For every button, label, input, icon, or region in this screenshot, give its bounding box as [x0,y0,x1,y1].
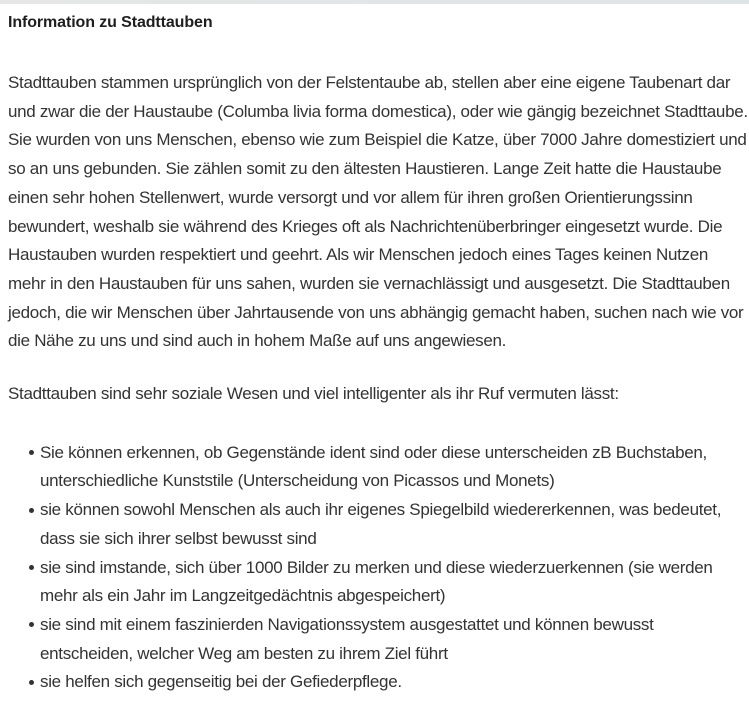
list-item: sie helfen sich gegenseitig bei der Gefiederpflege. [40,668,740,697]
list-item: sie sind imstande, sich über 1000 Bilder zu merken und diese wiederzuerkennen (sie werden mehr als ein Jahr im Langzeitgedächtnis abgespeichert) [40,554,740,611]
article-content [0,13,749,697]
intro-paragraph: Stadttauben stammen ursprünglich von der Felstentaube ab, stellen aber eine eigene Taubenart dar und zwar die der Haustaube (Columba livia forma domestica), oder wie gängig bezeichnet Stadttaube. Sie wurden von uns Menschen, ebenso wie zum Beispiel die Katze, über 7000 Jahre domestiziert und so an uns gebunden. Sie zählen somit zu den ältesten Haustieren. Lange Zeit hatte die Haustaube einen sehr hohen Stellenwert, wurde versorgt und vor allem für ihren großen Orientierungssinn bewundert, weshalb sie während des Krieges oft als Nachrichtenüberbringer eingesetzt wurde. Die Haustauben wurden respektiert und geehrt. Als wir Menschen jedoch eines Tages keinen Nutzen mehr in den Haustauben für uns sahen, wurden sie vernachlässigt und ausgesetzt. Die Stadttauben jedoch, die wir Menschen über Jahrtausende von uns abhängig gemacht haben, suchen nach wie vor die Nähe zu uns und sind auch in hohem Maße auf uns angewiesen. [8,73,748,351]
list-item: Sie können erkennen, ob Gegenstände ident sind oder diese unterscheiden zB Buchstaben, unterschiedliche Kunststile (Unterscheidung von Picassos und Monets) [40,439,740,496]
facts-list [8,439,741,697]
list-intro: Stadttauben sind sehr soziale Wesen und viel intelligenter als ihr Ruf vermuten lässt: [8,384,619,404]
top-divider [0,0,749,4]
list-item: sie sind mit einem faszinierden Navigationssystem ausgestattet und können bewusst entscheiden, welcher Weg am besten zu ihrem Ziel führt [40,611,740,668]
list-item: sie können sowohl Menschen als auch ihr eigenes Spiegelbild wiedererkennen, was bedeutet, dass sie sich ihrer selbst bewusst sind [40,496,740,553]
page-title: Information zu Stadttauben [8,14,213,31]
